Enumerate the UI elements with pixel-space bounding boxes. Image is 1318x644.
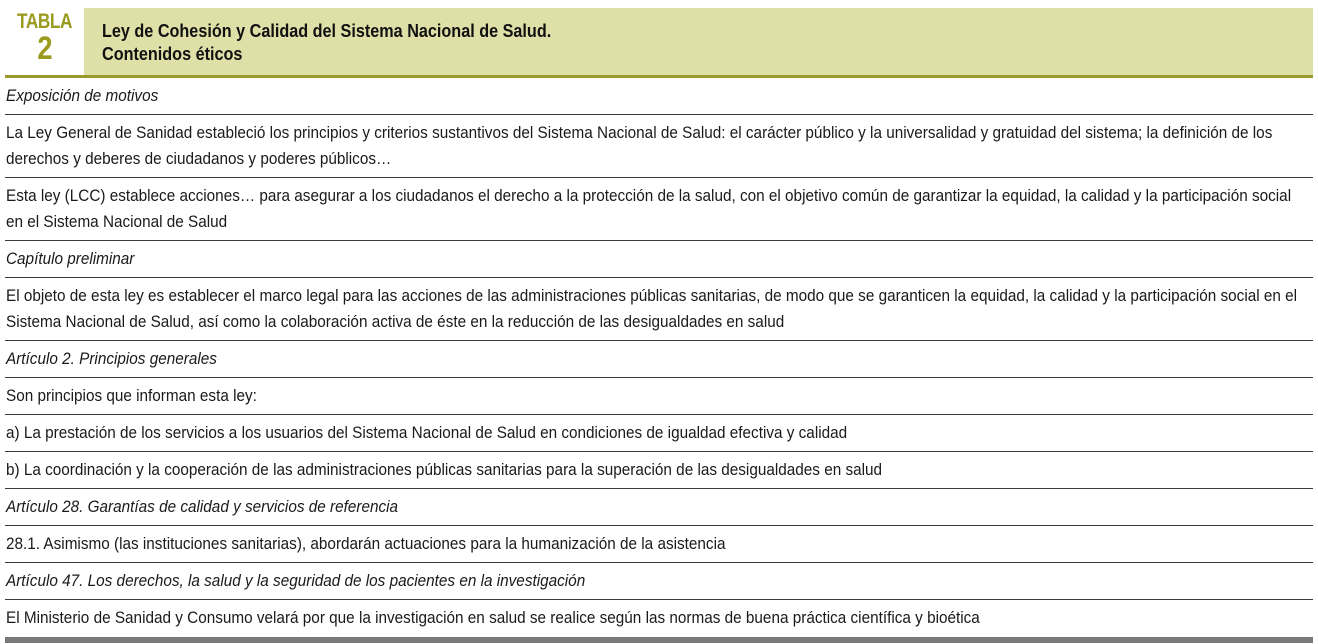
table-row [5,278,1313,341]
row-text: La Ley General de Sanidad estableció los principios y criterios sustantivos del Sistema Nacional de Salud: el carácter público y la universalidad y gratuidad del sistema; la definición de los derechos y deberes de ciudadanos y poderes públicos… [6,123,1273,168]
table-row [5,600,1313,637]
table-body [5,78,1313,637]
row-text: El Ministerio de Sanidad y Consumo velará por que la investigación en salud se realice según las normas de buena práctica científica y bioética [6,608,980,627]
table-header [5,8,1313,78]
table-row [5,452,1313,489]
table-label-word: TABLA [16,10,73,33]
table-label-number: 2 [36,30,53,66]
row-text: a) La prestación de los servicios a los usuarios del Sistema Nacional de Salud en condiciones de igualdad efectiva y calidad [6,423,848,442]
row-text: Exposición de motivos [6,86,159,105]
section-row-exposicion [5,78,1313,115]
table-row [5,378,1313,415]
section-row-capitulo-preliminar [5,241,1313,278]
row-text: Esta ley (LCC) establece acciones… para asegurar a los ciudadanos el derecho a la protección de la salud, con el objetivo común de garantizar la equidad, la calidad y la participación social en el Sistema Nacional de Salud [6,186,1292,231]
table-row [5,115,1313,178]
table-row [5,178,1313,241]
section-row-articulo-2 [5,341,1313,378]
section-row-articulo-28 [5,489,1313,526]
row-text: Artículo 47. Los derechos, la salud y la seguridad de los pacientes en la investigación [6,571,586,590]
table-row [5,415,1313,452]
table-bottom-rule [5,637,1313,643]
table-title-line-2: Contenidos éticos [102,44,243,64]
table-2 [5,8,1313,643]
table-title-line-1: Ley de Cohesión y Calidad del Sistema Nacional de Salud. [102,21,552,41]
table-row [5,526,1313,563]
table-label [5,8,84,75]
row-text: Son principios que informan esta ley: [6,386,257,405]
row-text: Artículo 28. Garantías de calidad y servicios de referencia [6,497,399,516]
row-text: Artículo 2. Principios generales [6,349,217,368]
section-row-articulo-47 [5,563,1313,600]
table-title [84,8,1313,75]
row-text: 28.1. Asimismo (las instituciones sanitarias), abordarán actuaciones para la humanización de la asistencia [6,534,726,553]
row-text: b) La coordinación y la cooperación de las administraciones públicas sanitarias para la superación de las desigualdades en salud [6,460,883,479]
row-text: El objeto de esta ley es establecer el marco legal para las acciones de las administraciones públicas sanitarias, de modo que se garanticen la equidad, la calidad y la participación social en el Sistema Nacional de Salud, así como la colaboración activa de éste en la reducción de las desigualdades en salud [6,286,1298,331]
row-text: Capítulo preliminar [6,249,135,268]
